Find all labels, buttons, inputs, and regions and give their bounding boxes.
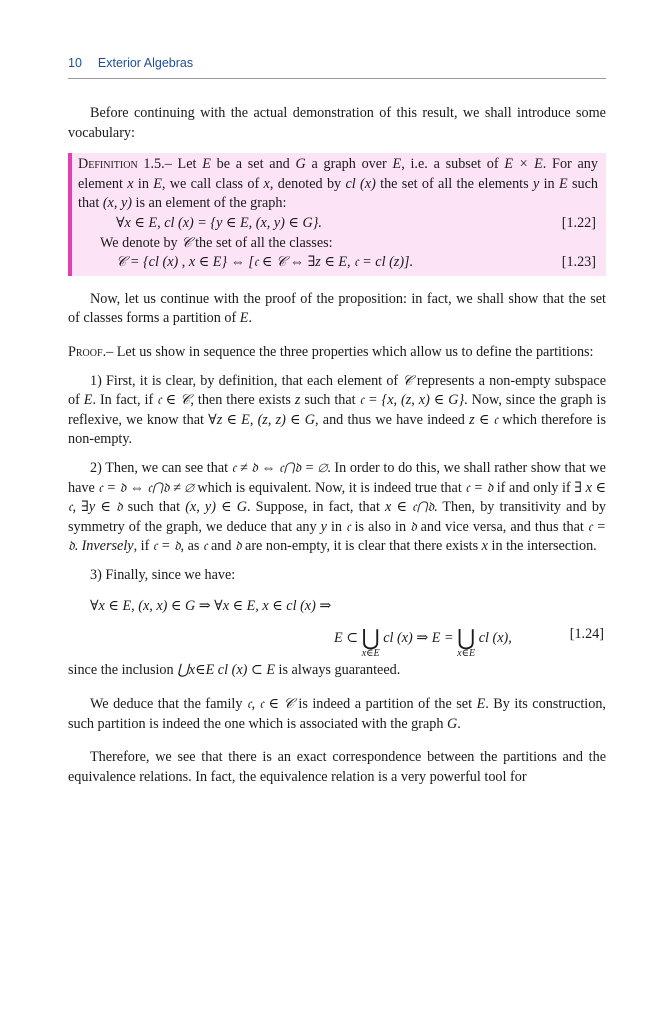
denote-paragraph: We denote by 𝒞 the set of all the classes: xyxy=(100,234,333,251)
equation-1-24-line1: ∀x ∈ E, (x, x) ∈ G ⇒ ∀x ∈ E, x ∈ cl (x) ⇒ xyxy=(90,598,332,615)
proof-item-3: 3) Finally, since we have: xyxy=(90,566,236,583)
equation-number: [1.23] xyxy=(561,254,596,271)
running-header xyxy=(68,56,606,70)
equation-number: [1.24] xyxy=(569,626,604,643)
therefore-paragraph: Therefore, we see that there is an exact correspondence between the partitions and the equivalence relations. In fact, the equivalence relation is a very powerful tool for xyxy=(68,749,606,785)
equation-1-24 xyxy=(68,597,606,660)
definition-box xyxy=(68,153,606,276)
header-rule xyxy=(68,78,606,79)
running-title: Exterior Algebras xyxy=(97,56,194,70)
equation-1-23: 𝒞 = {cl (x) , x ∈ E} ⇔ [𝔠 ∈ 𝒞 ⇔ ∃z ∈ E, 𝔠 = cl (z)]. [1.23] xyxy=(78,253,598,273)
definition-paragraph: Definition 1.5.– Let E be a set and G a graph over E, i.e. a subset of E × E. For any element x in E, we call class of x, denoted by cl (x) the set of all the elements y in E such that (x, y) is an element of the graph: xyxy=(78,156,598,212)
continue-paragraph: Now, let us continue with the proof of the proposition: in fact, we shall show that the set of classes forms a partition of E. xyxy=(68,290,606,327)
page-number: 10 xyxy=(68,56,82,70)
equation-1-22: ∀x ∈ E, cl (x) = {y ∈ E, (x, y) ∈ G}. [1.22] xyxy=(78,214,598,234)
since-paragraph: since the inclusion ⋃x∈E cl (x) ⊂ E is always guaranteed. xyxy=(68,662,401,679)
page-body xyxy=(68,104,606,787)
proof-item-1: 1) First, it is clear, by definition, that each element of 𝒞 represents a non-empty subspace of E. In fact, if 𝔠 ∈ 𝒞, then there exists z such that 𝔠 = {x, (z, x) ∈ G}. Now, since the graph is reflexive, we know that ∀z ∈ E, (z, z) ∈ G, and thus we have indeed z ∈ 𝔠 which therefore is non-empty. xyxy=(68,372,606,448)
proof-label: Proof. xyxy=(68,343,107,360)
deduce-paragraph: We deduce that the family 𝔠, 𝔠 ∈ 𝒞 is indeed a partition of the set E. By its construction, such partition is indeed the one which is associated with the graph G. xyxy=(68,696,606,732)
proof-paragraph: Proof.– Let us show in sequence the three properties which allow us to define the partitions: xyxy=(68,343,594,360)
equation-1-24-line2: E ⊂ ⋃ x∈E cl (x) ⇒ E = ⋃ x∈E cl (x), xyxy=(334,625,512,660)
intro-paragraph: Before continuing with the actual demonstration of this result, we shall introduce some vocabulary: xyxy=(68,105,606,141)
definition-label: Definition 1.5. xyxy=(78,156,165,173)
equation-number: [1.22] xyxy=(561,214,596,231)
proof-item-2: 2) Then, we can see that 𝔠 ≠ 𝔡 ⇔ 𝔠⋂𝔡 = ∅. In order to do this, we shall rather show that we have 𝔠 = 𝔡 ⇔ 𝔠⋂𝔡 ≠ ∅ which is equivalent. Now, it is indeed true that 𝔠 = 𝔡 if and only if ∃ x ∈ 𝔠, ∃y ∈ 𝔡 such that (x, y) ∈ G. Suppose, in fact, that x ∈ 𝔠⋂𝔡. Then, by transitivity and by symmetry of the graph, we deduce that any y in 𝔠 is also in 𝔡 and vice versa, and thus that 𝔠 = 𝔡. Inversely, if 𝔠 = 𝔡, as 𝔠 and 𝔡 are non-empty, it is clear that there exists x in the intersection. xyxy=(68,459,607,555)
